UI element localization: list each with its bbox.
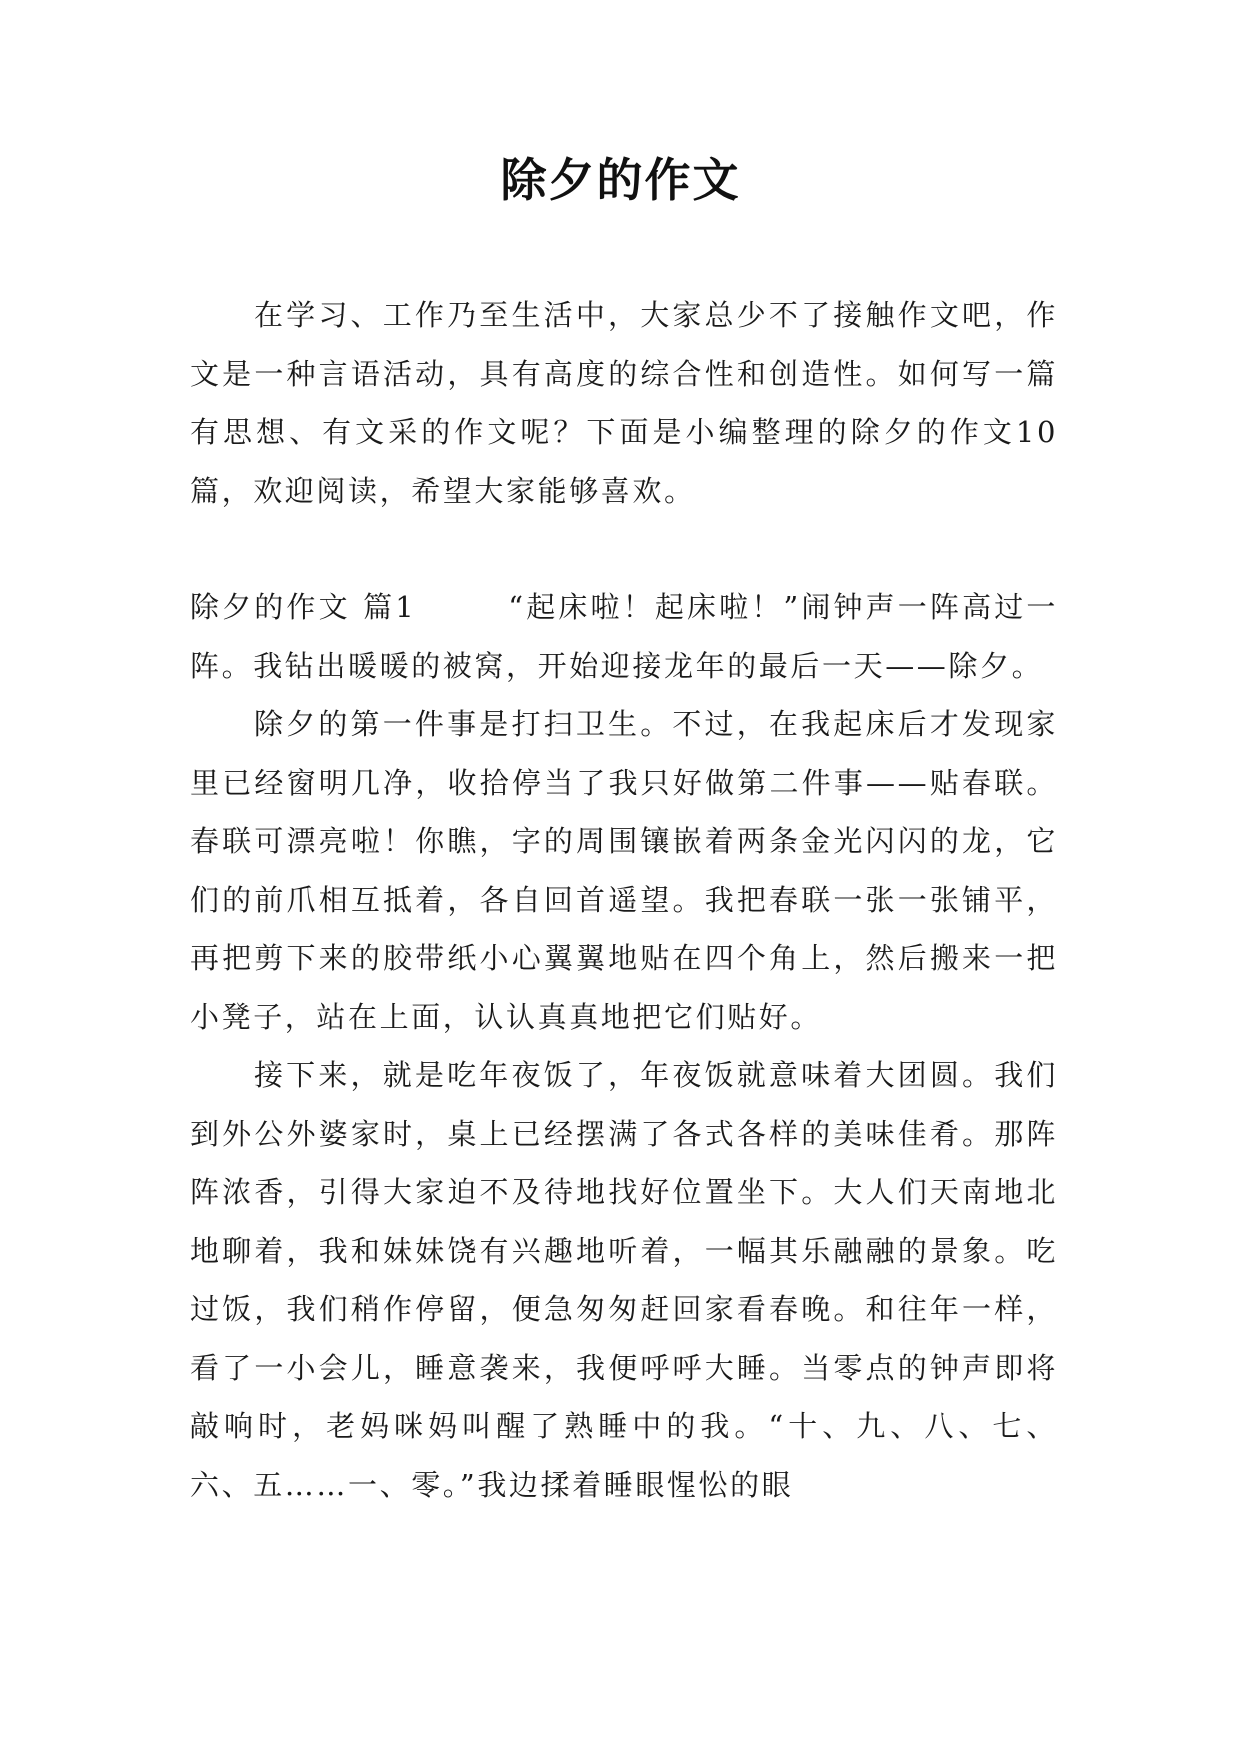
essay1-first-paragraph: [190, 578, 1058, 695]
essay1-heading: 除夕的作文 篇1: [190, 590, 417, 624]
intro-paragraph: 在学习、工作乃至生活中，大家总少不了接触作文吧，作文是一种言语活动，具有高度的综合性和创造性。如何写一篇有思想、有文采的作文呢？下面是小编整理的除夕的作文10篇，欢迎阅读，希望大家能够喜欢。: [190, 298, 1058, 508]
document-body: [190, 286, 1058, 1514]
essay1-paragraph-3: 接下来，就是吃年夜饭了，年夜饭就意味着大团圆。我们到外公外婆家时，桌上已经摆满了各式各样的美味佳肴。那阵阵浓香，引得大家迫不及待地找好位置坐下。大人们天南地北地聊着，我和妹妹饶有兴趣地听着，一幅其乐融融的景象。吃过饭，我们稍作停留，便急匆匆赶回家看春晚。和往年一样，看了一小会儿，睡意袭来，我便呼呼大睡。当零点的钟声即将敲响时，老妈咪妈叫醒了熟睡中的我。“十、九、八、七、六、五……一、零。”我边揉着睡眼惺忪的眼: [190, 1058, 1058, 1502]
essay1-paragraph-2: 除夕的第一件事是打扫卫生。不过，在我起床后才发现家里已经窗明几净，收拾停当了我只好做第二件事——贴春联。春联可漂亮啦！你瞧，字的周围镶嵌着两条金光闪闪的龙，它们的前爪相互抵着，各自回首遥望。我把春联一张一张铺平，再把剪下来的胶带纸小心翼翼地贴在四个角上，然后搬来一把小凳子，站在上面，认认真真地把它们贴好。: [190, 707, 1058, 1034]
document-title: 除夕的作文: [500, 153, 741, 207]
essay1-opening-text: “起床啦！起床啦！”闹钟声一阵高过一阵。我钻出暖暖的被窝，开始迎接龙年的最后一天——除夕。: [190, 590, 1058, 683]
